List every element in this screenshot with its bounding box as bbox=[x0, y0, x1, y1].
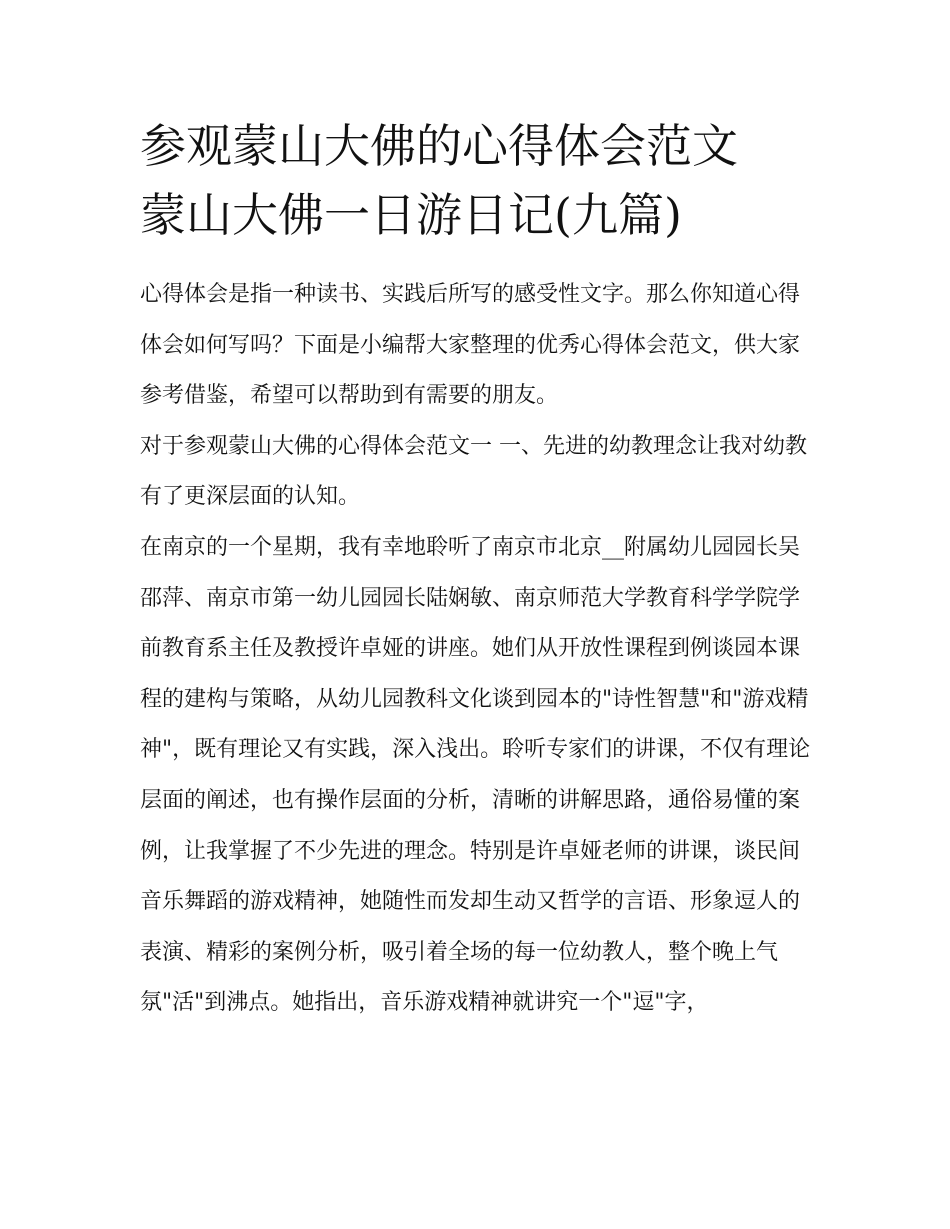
paragraph-intro: 心得体会是指一种读书、实践后所写的感受性文字。那么你知道心得体会如何写吗？下面是小编帮大家整理的优秀心得体会范文，供大家参考借鉴，希望可以帮助到有需要的朋友。 bbox=[140, 282, 801, 409]
paragraph-section-one: 对于参观蒙山大佛的心得体会范文一 一、先进的幼教理念让我对幼教有了更深层面的认知。 bbox=[140, 433, 807, 510]
document-content bbox=[140, 112, 812, 1029]
title-line-2: 蒙山大佛一日游日记(九篇) bbox=[140, 188, 682, 242]
paragraph-nanjing-lectures: 在南京的一个星期，我有幸地聆听了南京市北京__附属幼儿园园长吴邵萍、南京市第一幼儿园园长陆娴敏、南京师范大学教育科学学院学前教育系主任及教授许卓娅的讲座。她们从开放性课程到例谈园本课程的建构与策略，从幼儿园教科文化谈到园本的"诗性智慧"和"游戏精神"，既有理论又有实践，深入浅出。聆听专家们的讲课，不仅有理论层面的阐述，也有操作层面的分析，清晰的讲解思路，通俗易懂的案例，让我掌握了不少先进的理念。特别是许卓娅老师的讲课，谈民间音乐舞蹈的游戏精神，她随性而发却生动又哲学的言语、形象逗人的表演、精彩的案例分析，吸引着全场的每一位幼教人，整个晚上气氛"活"到沸点。她指出，音乐游戏精神就讲究一个"逗"字， bbox=[140, 534, 811, 1016]
title-line-1: 参观蒙山大佛的心得体会范文 bbox=[140, 119, 738, 173]
document-title bbox=[140, 112, 812, 250]
document-body bbox=[140, 270, 812, 1029]
